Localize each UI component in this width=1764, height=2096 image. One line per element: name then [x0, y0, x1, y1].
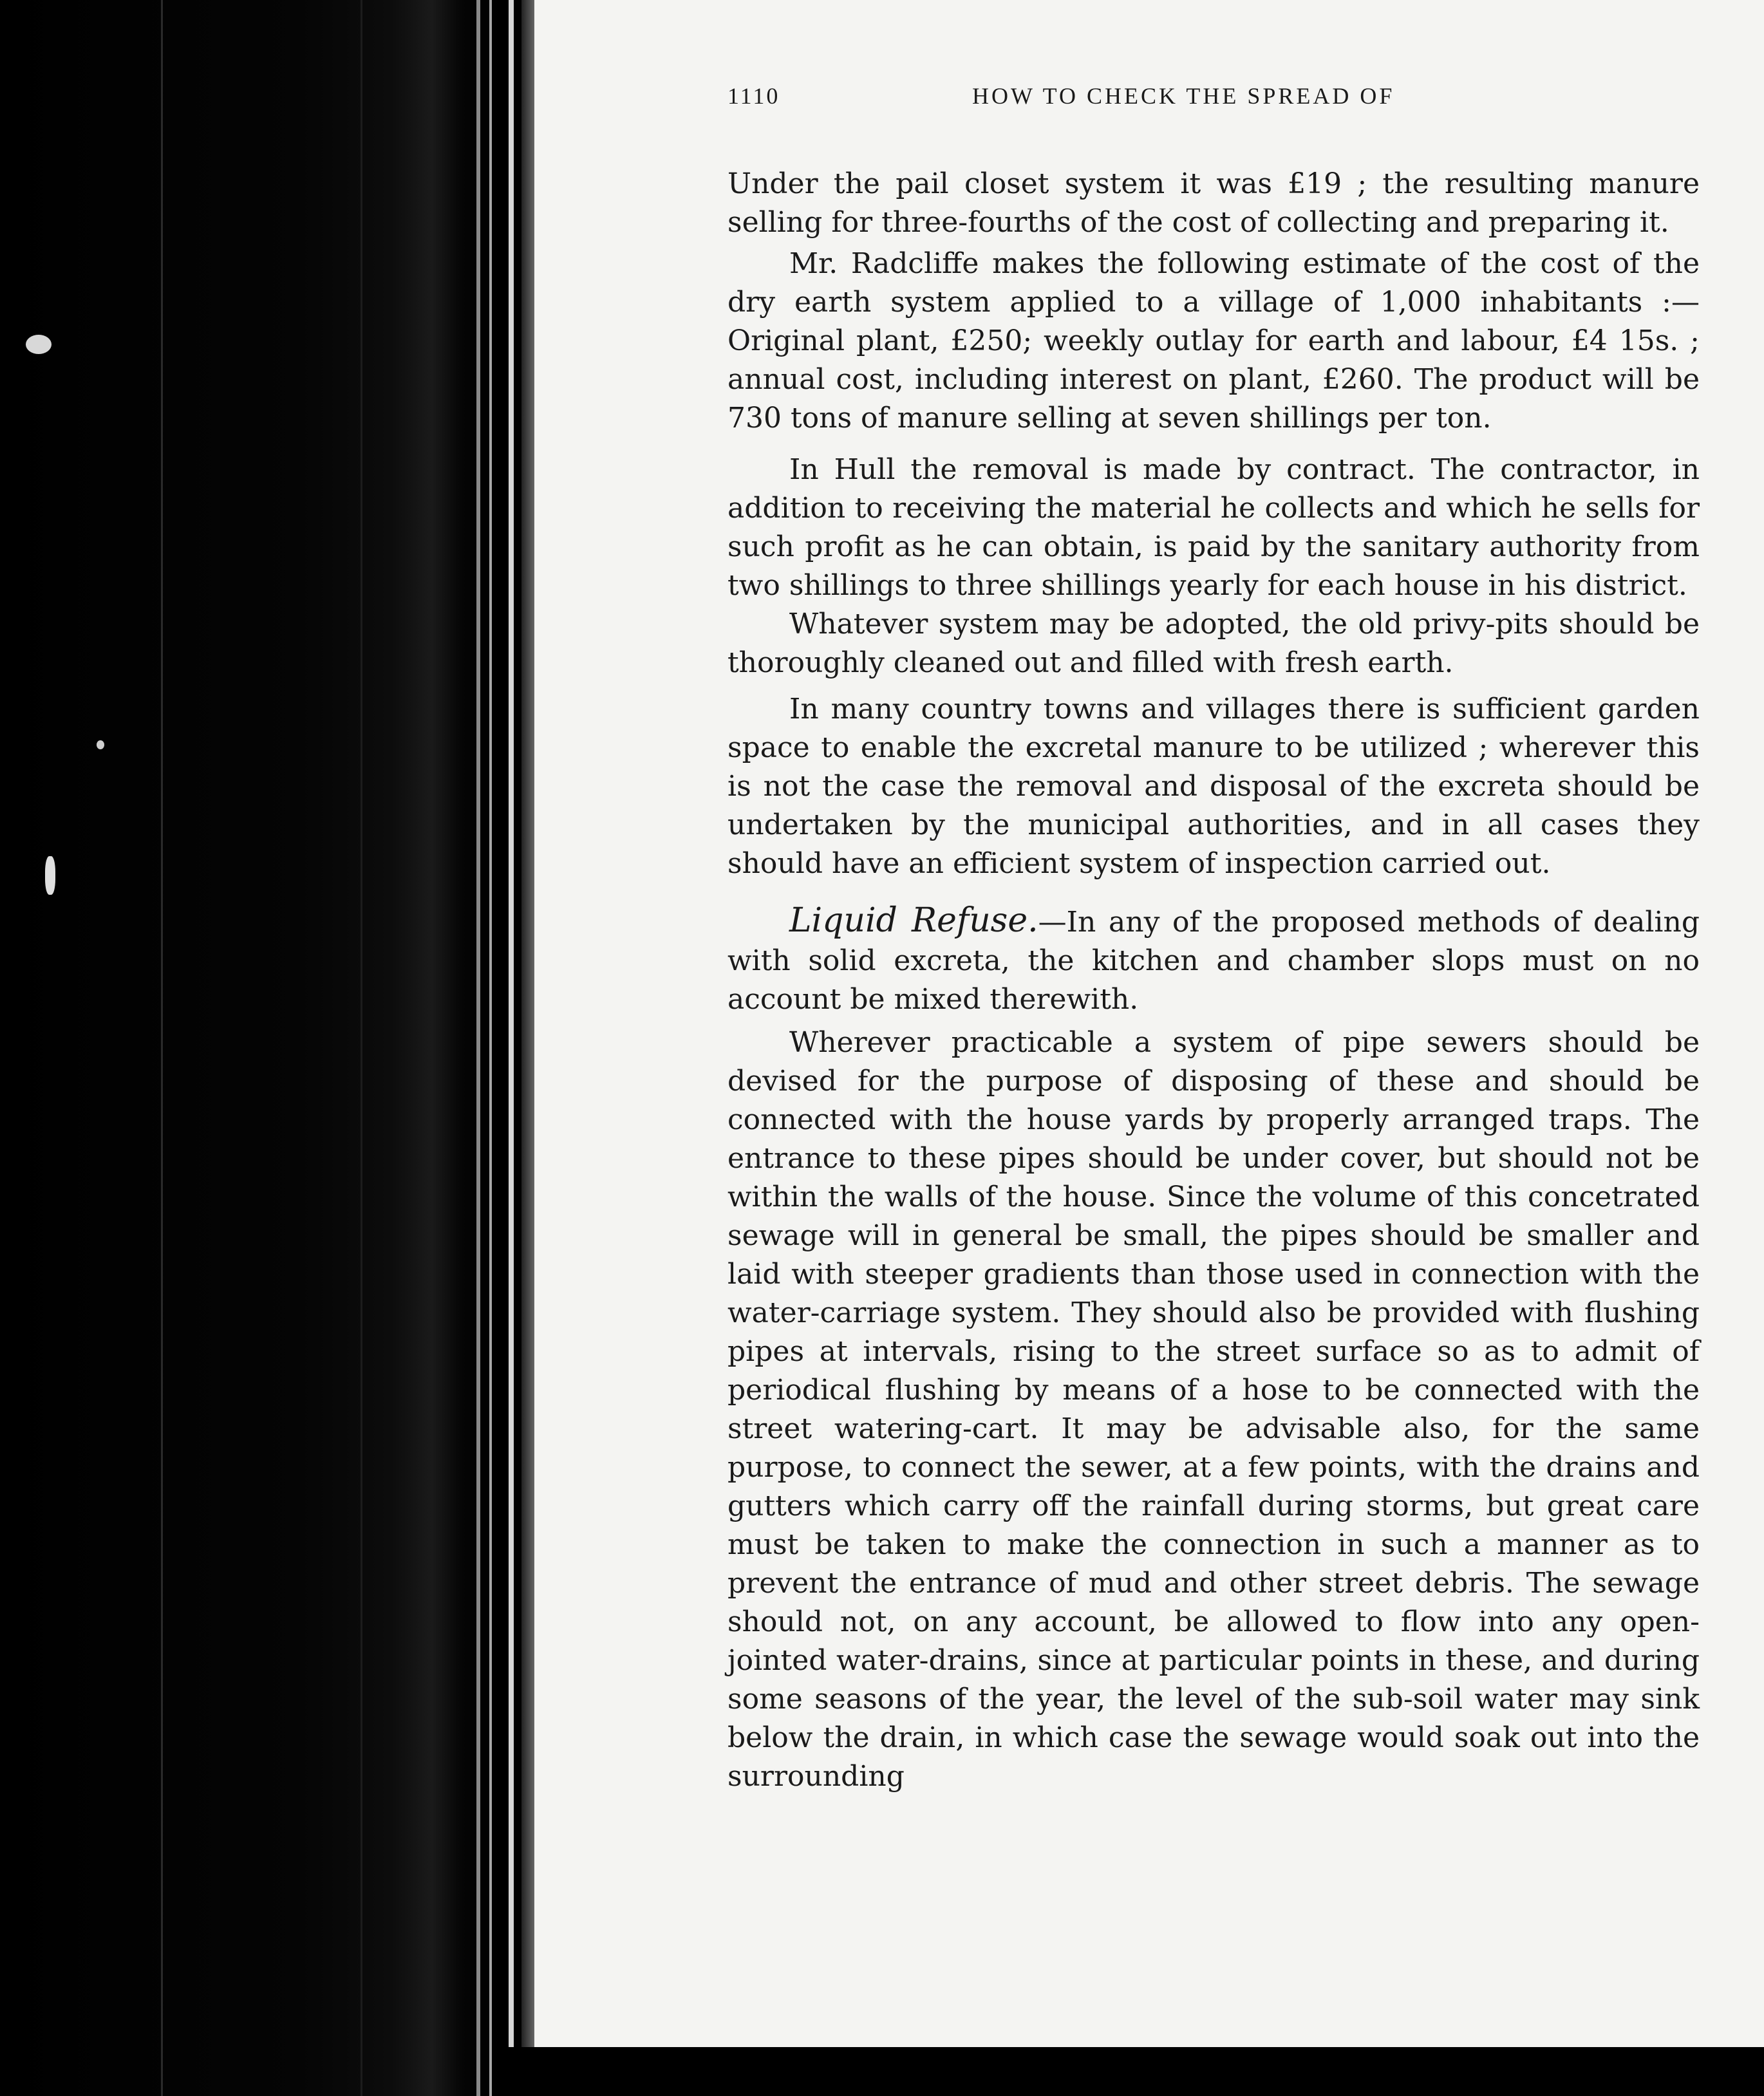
- scan-bottom-band: [502, 2047, 1764, 2096]
- running-head: [727, 82, 1706, 121]
- paragraph-country-towns: In many country towns and villages there is sufficient garden space to enable the excretal manure to be utilized ; wherever this is not the case the removal and disposal of the excreta should be undertaken by the municipal authorities, and in all cases they should have an efficient system of inspection carried out.: [727, 693, 1700, 880]
- binding-streak: [361, 0, 362, 2096]
- scan-speck: [45, 856, 55, 895]
- scan-speck: [26, 335, 52, 354]
- section-heading-liquid-refuse: Liquid Refuse.: [789, 901, 1038, 940]
- page-number: 1110: [727, 83, 780, 109]
- page-edge-strip: [509, 0, 514, 2096]
- book-binding: [0, 0, 502, 2096]
- binding-streak: [161, 0, 163, 2096]
- paragraph-liquid-refuse: [727, 901, 1700, 1019]
- page-edge-strip: [489, 0, 492, 2096]
- paragraph-privy-pits: Whatever system may be adopted, the old privy-pits should be thoroughly cleaned out and filled with fresh earth.: [727, 608, 1700, 679]
- scan-speck: [97, 740, 104, 749]
- paragraph-hull-contract: In Hull the removal is made by contract. The contractor, in addition to receiving the material he collects and which he sells for such profit as he can obtain, is paid by the sanitary authority from two shillings to three shillings yearly for each house in his district.: [727, 453, 1700, 602]
- running-title: HOW TO CHECK THE SPREAD OF: [972, 83, 1395, 109]
- liquid-refuse-text: In any of the proposed methods of dealing with solid excreta, the kitchen and chamber slops must on no account be mixed therewith.: [727, 906, 1700, 1016]
- paragraph-radcliffe-estimate: Mr. Radcliffe makes the following estimate of the cost of the dry earth system applied to a village of 1,000 inhabitants :—Original plant, £250; weekly outlay for earth and labour, £4 15s. ; annual cost, including interest on plant, £260. The product will be 730 tons of manure selling at seven shillings per ton.: [727, 247, 1700, 435]
- paragraph-pipe-sewers: Wherever practicable a system of pipe sewers should be devised for the purpose of disposing of these and should be connected with the house yards by properly arranged traps. The entrance to these pipes should be under cover, but should not be within the walls of the house. Since the volume of this concetrated sewage will in general be small, the pipes should be smaller and laid with steeper gradients than those used in connection with the water-carriage system. They should also be provided with flushing pipes at intervals, rising to the street surface so as to admit of periodical flushing by means of a hose to be connected with the street watering-cart. It may be advisable also, for the same purpose, to connect the sewer, at a few points, with the drains and gutters which carry off the rainfall during storms, but great care must be taken to make the connection in such a manner as to prevent the entrance of mud and other street debris. The sewage should not, on any account, be allowed to flow into any open-jointed water-drains, since at particular points in these, and during some seasons of the year, the level of the sub-soil water may sink below the drain, in which case the sewage would soak out into the surrounding: [727, 1026, 1700, 1793]
- paragraph-pail-closet: Under the pail closet system it was £19 ; the resulting manure selling for three-fourths of the cost of collecting and preparing it.: [727, 167, 1700, 239]
- page-edge-strip: [476, 0, 480, 2096]
- book-page: [534, 0, 1764, 2056]
- heading-dash: —: [1038, 906, 1067, 939]
